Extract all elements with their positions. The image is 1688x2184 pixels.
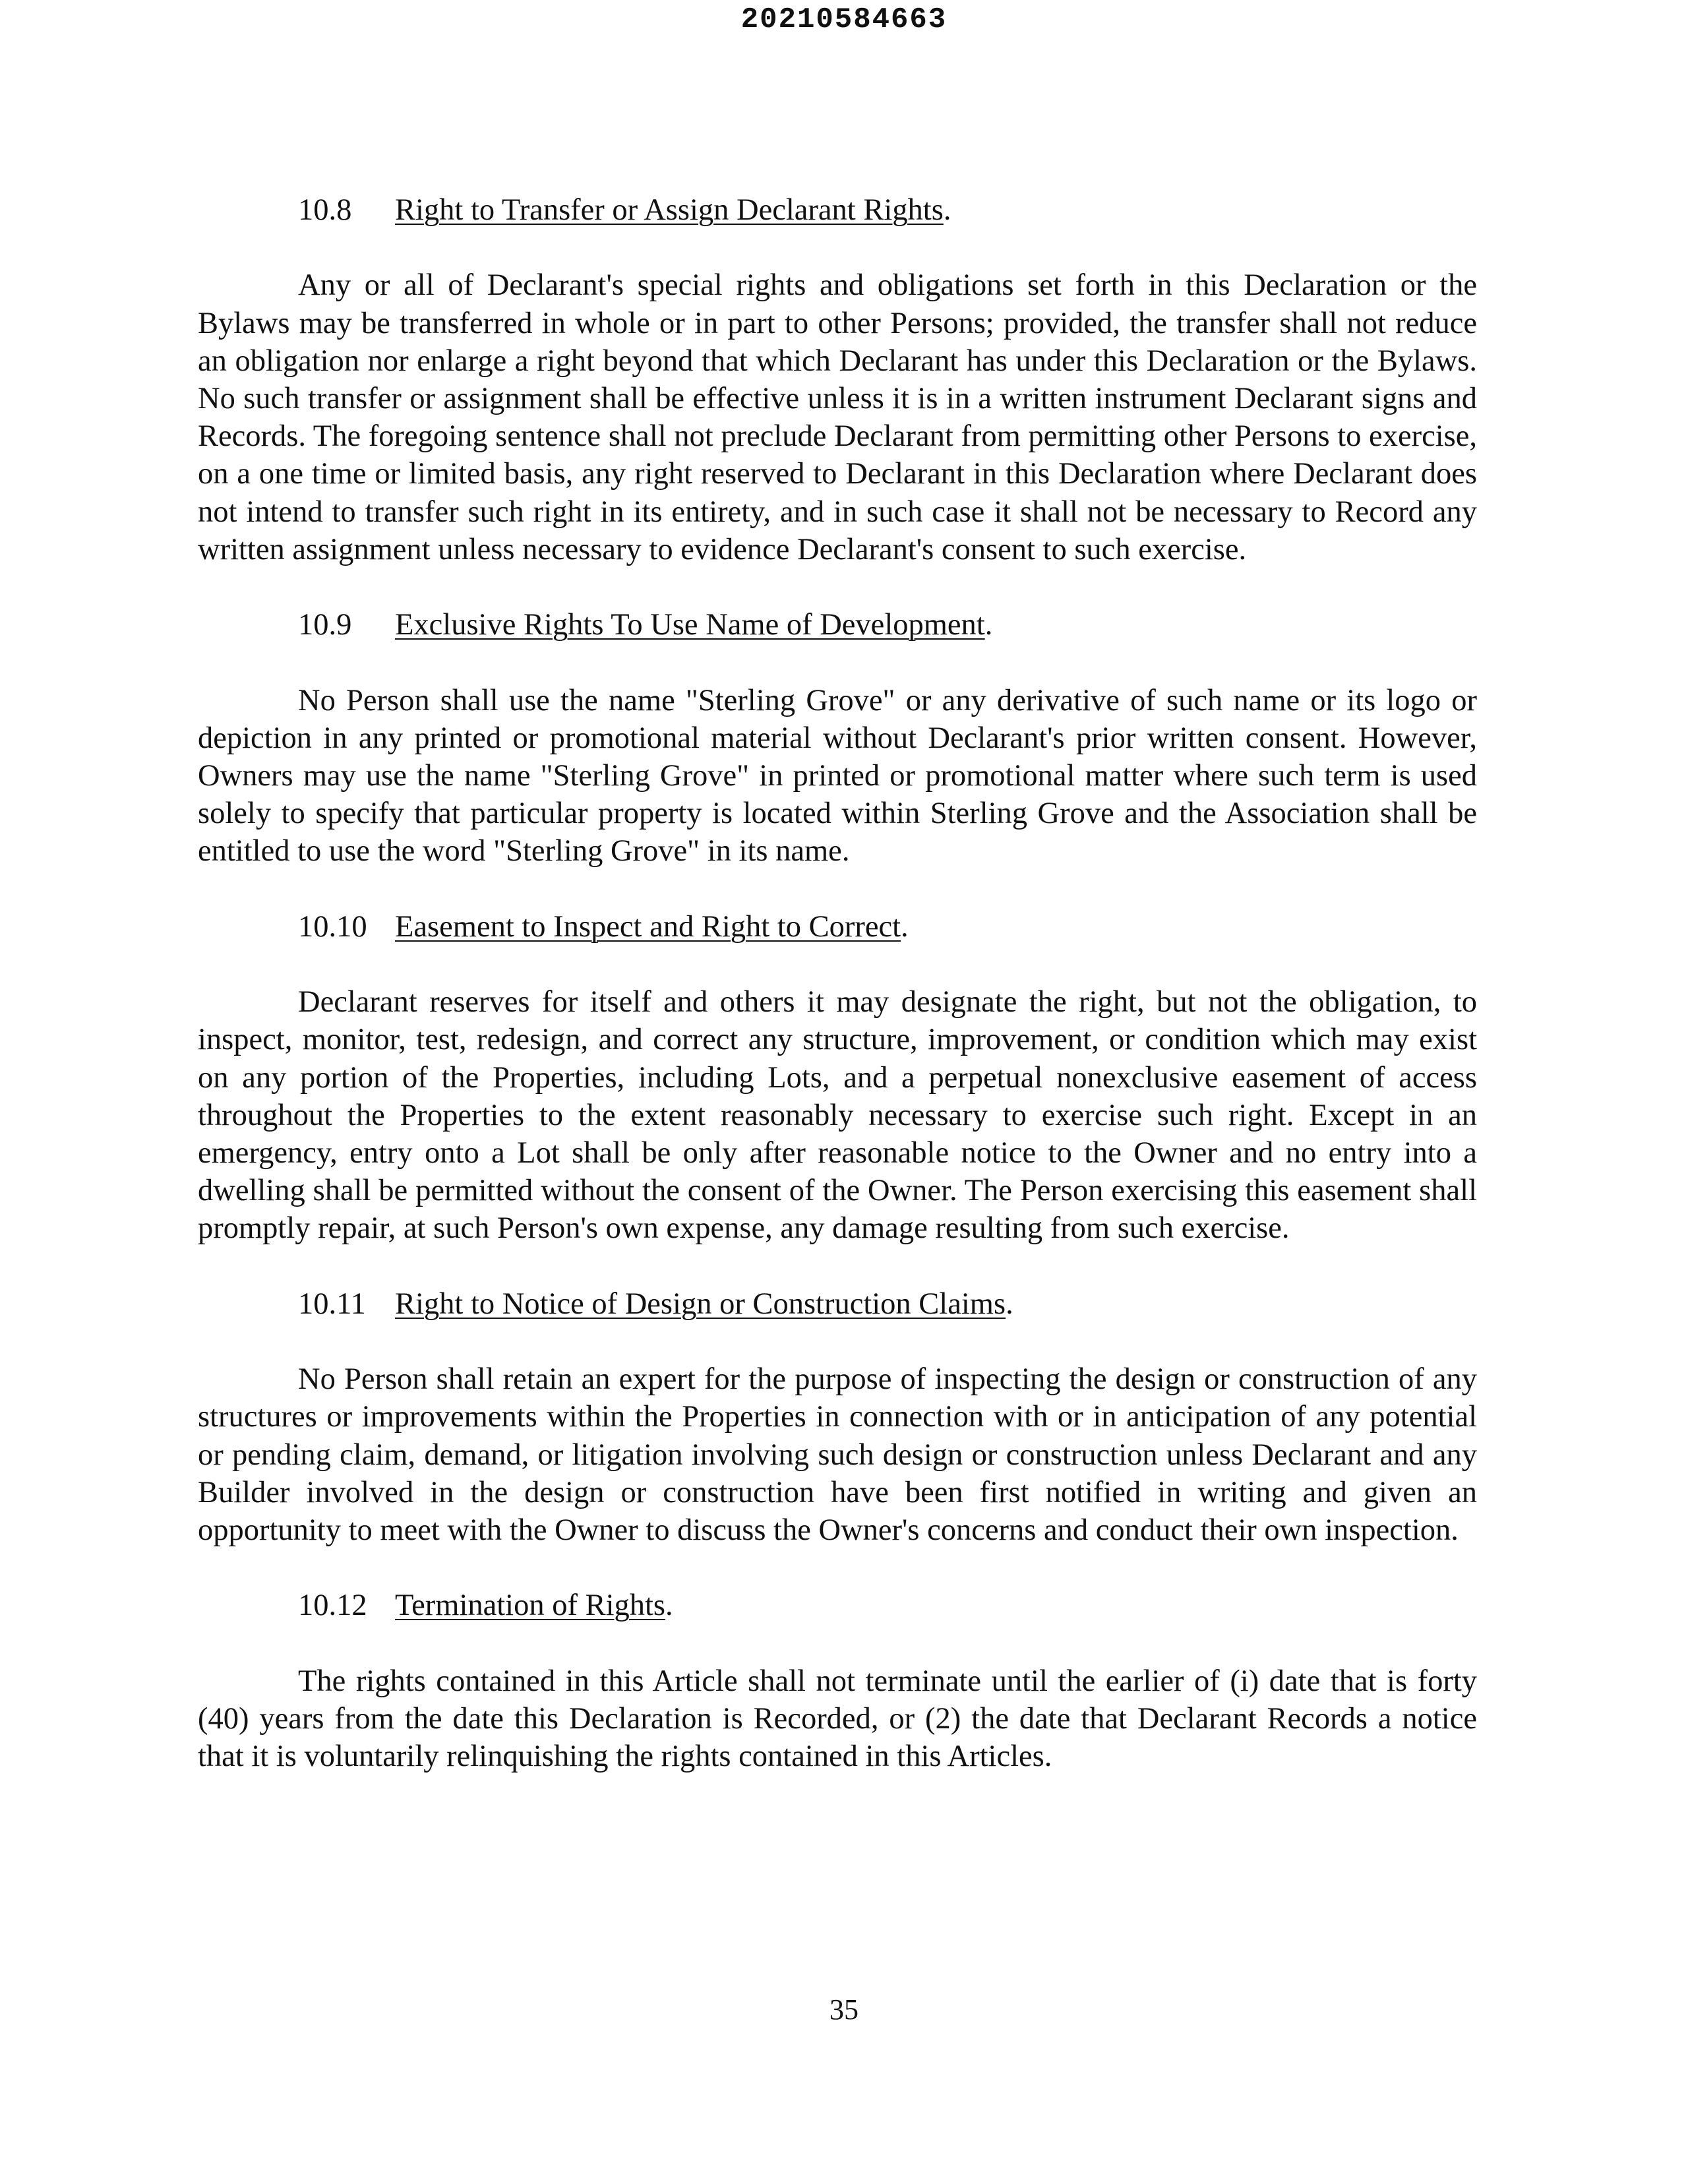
section-heading: 10.8 Right to Transfer or Assign Declarant Rights. [198,191,1477,229]
section-heading: 10.9 Exclusive Rights To Use Name of Development. [198,606,1477,644]
section-number: 10.12 [298,1589,367,1623]
section-title: Easement to Inspect and Right to Correct [395,909,901,944]
section-heading: 10.12 Termination of Rights. [198,1587,1477,1624]
section-paragraph: Any or all of Declarant's special rights and obligations set forth in this Declaration or the Bylaws may be transferred in whole or in part to other Persons; provided, the transfer shall not reduce an obligation nor enlarge a right beyond that which Declarant has under this Declaration or the Bylaws. No such transfer or assignment shall be effective unless it is in a written instrument Declarant signs and Records. The foregoing sentence shall not preclude Declarant from permitting other Persons to exercise, on a one time or limited basis, any right reserved to Declarant in this Declaration where Declarant does not intend to transfer such right in its entirety, and in such case it shall not be necessary to Record any written assignment unless necessary to evidence Declarant's consent to such exercise. [198,268,1477,566]
section-paragraph: Declarant reserves for itself and others it may designate the right, but not the obligation, to inspect, monitor, test, redesign, and correct any structure, improvement, or condition which may exist on any portion of the Properties, including Lots, and a perpetual nonexclusive easement of access throughout the Properties to the extent reasonably necessary to exercise such right. Except in an emergency, entry onto a Lot shall be only after reasonable notice to the Owner and no entry into a dwelling shall be permitted without the consent of the Owner. The Person exercising this easement shall promptly repair, at such Person's own expense, any damage resulting from such exercise. [198,985,1477,1246]
section-title: Right to Notice of Design or Construction Claims [395,1287,1006,1321]
section-10-9 [198,606,1477,870]
section-10-12 [198,1587,1477,1775]
section-title: Termination of Rights [395,1589,666,1623]
section-number: 10.11 [298,1287,366,1321]
document-body [198,191,1477,1813]
section-heading: 10.11 Right to Notice of Design or Construction Claims. [198,1285,1477,1323]
section-paragraph: No Person shall retain an expert for the purpose of inspecting the design or construction of any structures or improvements within the Properties in connection with or in anticipation of any potential or pending claim, demand, or litigation involving such design or construction unless Declarant and any Builder involved in the design or construction have been first notified in writing and given an opportunity to meet with the Owner to discuss the Owner's concerns and conduct their own inspection. [198,1362,1477,1547]
section-number: 10.8 [298,193,352,227]
section-paragraph: No Person shall use the name "Sterling Grove" or any derivative of such name or its logo or depiction in any printed or promotional material without Declarant's prior written consent. However, Owners may use the name "Sterling Grove" in printed or promotional matter where such term is used solely to specify that particular property is located within Sterling Grove and the Association shall be entitled to use the word "Sterling Grove" in its name. [198,683,1477,868]
document-number: 20210584663 [740,3,948,36]
section-10-10 [198,908,1477,1248]
section-title: Exclusive Rights To Use Name of Development [395,608,985,642]
section-10-8 [198,191,1477,568]
section-number: 10.10 [298,909,367,944]
section-title: Right to Transfer or Assign Declarant Rights [395,193,944,227]
section-10-11 [198,1285,1477,1549]
section-number: 10.9 [298,608,352,642]
section-heading: 10.10 Easement to Inspect and Right to Correct. [198,908,1477,946]
page-number: 35 [829,1993,859,2026]
section-paragraph: The rights contained in this Article shall not terminate until the earlier of (i) date that is forty (40) years from the date this Declaration is Recorded, or (2) the date that Declarant Records a notice that it is voluntarily relinquishing the rights contained in this Articles. [198,1664,1477,1774]
